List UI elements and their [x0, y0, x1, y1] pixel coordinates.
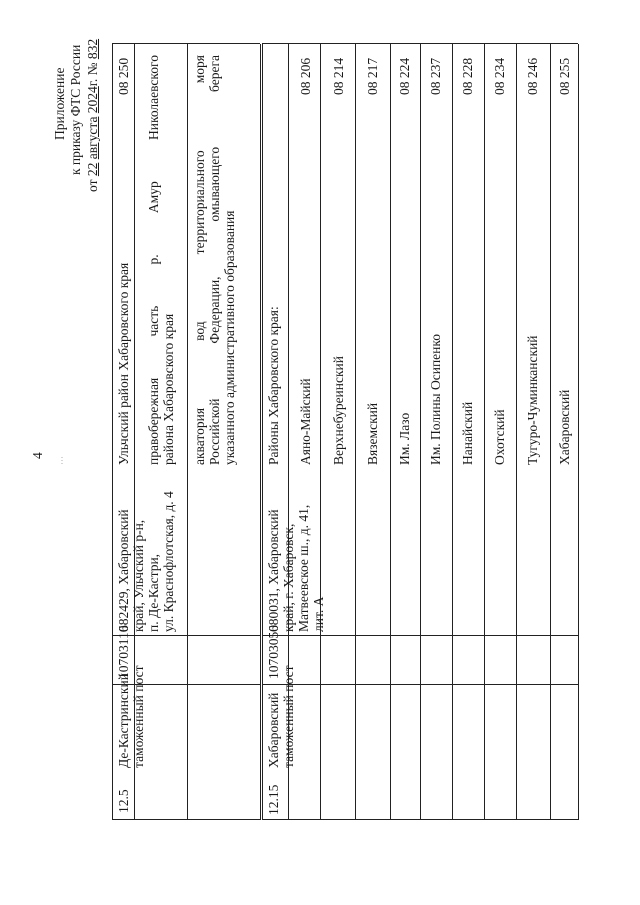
zone-heading: Районы Хабаровского края: [266, 306, 281, 465]
zone-text: района Хабаровского края [161, 313, 176, 465]
district-name: Хабаровский [557, 389, 572, 465]
row-name-line-1: Хабаровский [266, 692, 281, 768]
header-year: 2024 [85, 86, 100, 114]
row-address-line-4: лит. А [311, 596, 326, 632]
page-number: 4 [30, 452, 45, 459]
header-line-2: к приказу ФТС России [68, 44, 83, 175]
row-address-line-4: ул. Краснофлотская, д. 4 [161, 491, 176, 632]
district-name: Им. Лазо [397, 412, 412, 465]
district-okato: 08 217 [365, 57, 380, 95]
zone-text: указанного административного образования [222, 210, 237, 465]
row-code: 10703110 [116, 625, 131, 679]
row-address-line-1: 680031, Хабаровский [266, 509, 281, 632]
row-address-line-2: край, г. Хабаровск, [281, 523, 296, 632]
district-okato: 08 255 [557, 57, 572, 95]
row-address-line-1: 682429, Хабаровский [116, 509, 131, 632]
header-number: 832 [85, 38, 100, 60]
header-day: 22 [85, 162, 100, 177]
district-name: Аяно-Майский [298, 378, 313, 465]
district-name: Тугуро-Чуминканский [525, 335, 540, 465]
district-name: Нанайский [460, 401, 475, 465]
district-okato: 08 224 [397, 57, 412, 95]
row-num: 12.15 [266, 784, 281, 815]
zone-text: акватория вод территориального моря [192, 55, 207, 465]
district-okato: 08 237 [428, 57, 443, 95]
header-line-3 [85, 39, 100, 192]
row-num: 12.5 [116, 789, 131, 813]
row-address-line-2: край, Ульчский р-н, [131, 519, 146, 632]
row-name-line-2: таможенный пост [281, 665, 296, 768]
district-okato: 08 214 [331, 57, 346, 95]
district-okato: 08 228 [460, 57, 475, 95]
header-line-1: Приложение [52, 67, 67, 140]
header-number-sign: № [85, 62, 100, 76]
row-address-line-3: Матвеевское ш., д. 41, [296, 504, 311, 632]
zone-text: правобережная часть р. Амур Николаевского [146, 55, 161, 465]
header-month: августа [85, 116, 100, 160]
zone-text: Российской Федерации, омывающего берега [207, 55, 222, 465]
header-year-suffix: г. [85, 78, 100, 87]
row-code: 10703050 [266, 625, 281, 679]
district-name: Охотский [492, 409, 507, 465]
zone-text: Ульчский район Хабаровского края [116, 262, 131, 465]
district-okato: 08 246 [525, 57, 540, 95]
district-name: Вяземский [365, 402, 380, 465]
okato-code: 08 250 [116, 57, 131, 95]
header-prefix: от [85, 179, 100, 192]
district-name: Верхнебуреинский [331, 355, 346, 465]
district-okato: 08 206 [298, 57, 313, 95]
row-name-line-2: таможенный пост [131, 665, 146, 768]
district-name: Им. Полины Осипенко [428, 333, 443, 465]
row-name-line-1: Де-Кастринский [116, 673, 131, 768]
row-address-line-3: п. Де-Кастри, [146, 553, 161, 632]
district-okato: 08 234 [492, 57, 507, 95]
scan-speck: ˙˙˙ [60, 456, 70, 465]
